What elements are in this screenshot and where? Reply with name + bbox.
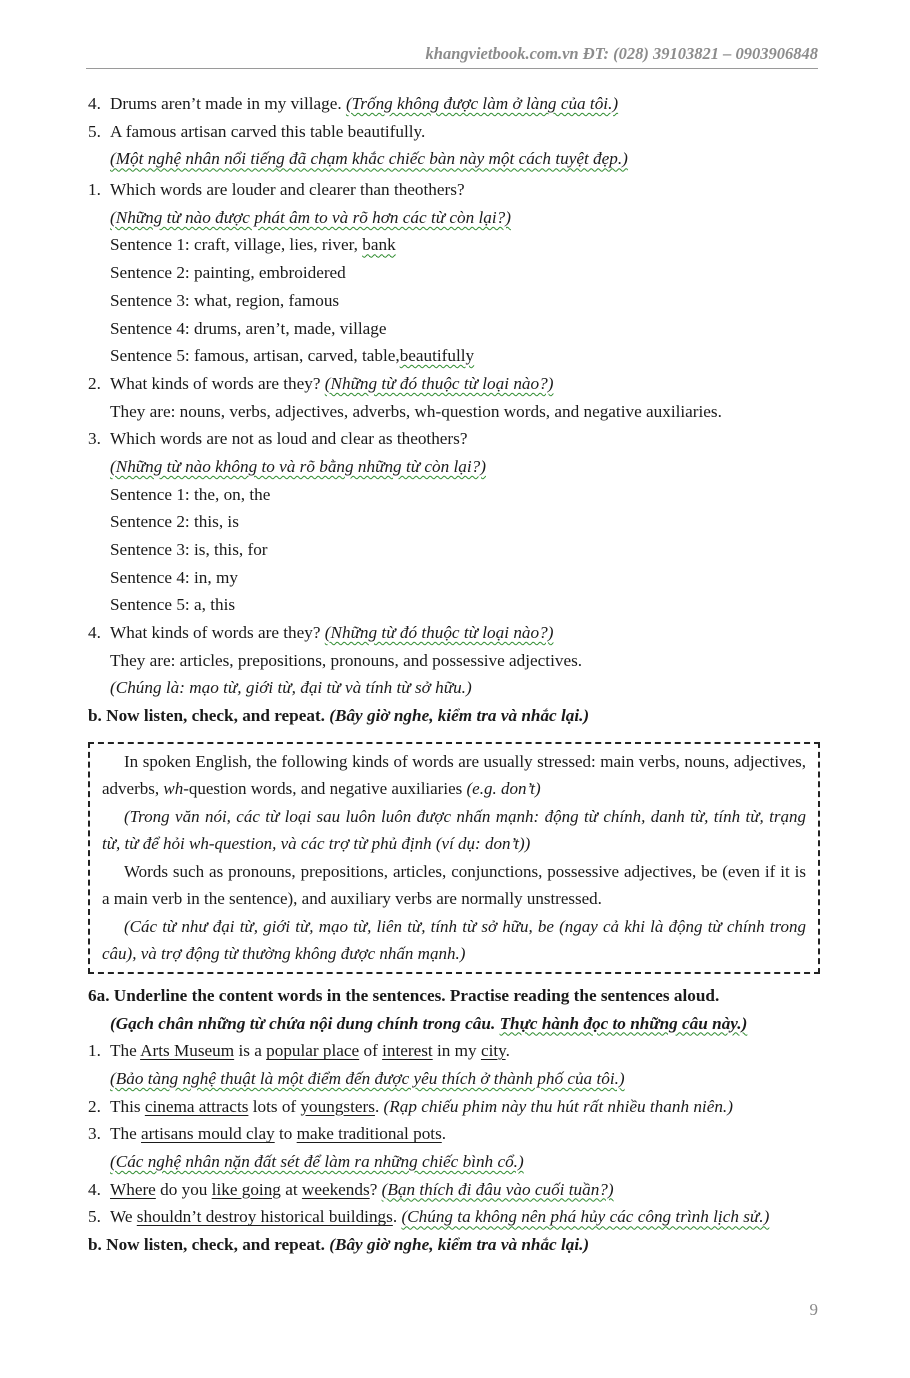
answer-line: Sentence 5: famous, artisan, carved, table,beautifully bbox=[110, 346, 475, 366]
instruction: b. Now listen, check, and repeat. (Bây giờ nghe, kiểm tra và nhắc lại.) bbox=[88, 1235, 590, 1254]
answer-line: Sentence 4: in, my bbox=[110, 567, 238, 587]
translation-text: (Trống không được làm ở làng của tôi.) bbox=[345, 94, 619, 113]
list-item: 5. We shouldn’t destroy historical buildings. (Chúng ta không nên phá hủy các công trình lịch sử.) bbox=[88, 1207, 770, 1227]
question-translation: (Những từ nào được phát âm to và rõ hơn các từ còn lại?) bbox=[110, 207, 511, 227]
instruction: b. Now listen, check, and repeat. (Bây giờ nghe, kiểm tra và nhắc lại.) bbox=[88, 706, 590, 726]
answer-line: Sentence 1: craft, village, lies, river, bank bbox=[110, 235, 396, 255]
page-header: khangvietbook.com.vn ĐT: (028) 39103821 – 0903906848 bbox=[86, 44, 818, 69]
question bbox=[88, 370, 820, 398]
item-number: 5. bbox=[88, 121, 101, 141]
list-item: 1. The Arts Museum is a popular place of interest in my city. bbox=[88, 1041, 510, 1061]
sentence-text: Drums aren’t made in my village. bbox=[110, 94, 346, 113]
answer-line: Sentence 4: drums, aren’t, made, village bbox=[110, 318, 387, 338]
note-translation: (Trong văn nói, các từ loại sau luôn luôn được nhấn mạnh: động từ chính, danh từ, tính từ, trạng từ, từ để hỏi wh-question, và các trợ từ phủ định (ví dụ: don’t)) bbox=[102, 806, 806, 854]
question-text: What kinds of words are they? bbox=[110, 373, 325, 393]
answer-line: Sentence 2: this, is bbox=[110, 512, 239, 532]
list-item-translation: (Bảo tàng nghệ thuật là một điểm đến được yêu thích ở thành phố của tôi.) bbox=[110, 1068, 625, 1088]
question bbox=[88, 619, 820, 647]
page-number: 9 bbox=[809, 1300, 818, 1319]
question-translation: (Những từ nào không to và rõ bằng những từ còn lại?) bbox=[110, 456, 486, 476]
item-number: 4. bbox=[88, 623, 101, 643]
answer-line: Sentence 3: what, region, famous bbox=[110, 290, 340, 310]
page-content bbox=[88, 90, 820, 1259]
list-item: 3. The artisans mould clay to make traditional pots. bbox=[88, 1124, 447, 1144]
item-number: 4. bbox=[88, 94, 101, 113]
answer-line: Sentence 5: a, this bbox=[110, 595, 236, 615]
list-item-translation: (Các nghệ nhân nặn đất sét để làm ra những chiếc bình cổ.) bbox=[110, 1151, 524, 1171]
item-number: 1. bbox=[88, 180, 101, 200]
note-paragraph: In spoken English, the following kinds of words are usually stressed: main verbs, nouns, adjectives, adverbs, wh-question words, and negative auxiliaries (e.g. don’t) bbox=[102, 751, 806, 799]
list-item bbox=[88, 145, 820, 173]
exercise-title: 6a. Underline the content words in the sentences. Practise reading the sentences aloud. bbox=[88, 985, 720, 1005]
list-item: 4. Where do you like going at weekends? (Bạn thích đi đâu vào cuối tuần?) bbox=[88, 1179, 614, 1199]
sentence-text: A famous artisan carved this table beautifully. bbox=[110, 121, 426, 141]
list-item: 2. This cinema attracts lots of youngsters. (Rạp chiếu phim này thu hút rất nhiều thanh niên.) bbox=[88, 1096, 733, 1116]
answer-line: Sentence 1: the, on, the bbox=[110, 484, 271, 504]
item-number: 3. bbox=[88, 429, 101, 449]
note-box bbox=[88, 742, 820, 974]
answer-line: They are: nouns, verbs, adjectives, adverbs, wh-question words, and negative auxiliaries. bbox=[110, 401, 722, 421]
answer-translation: (Chúng là: mạo từ, giới từ, đại từ và tính từ sở hữu.) bbox=[110, 678, 472, 698]
item-number: 2. bbox=[88, 373, 101, 393]
translation-text: (Những từ đó thuộc từ loại nào?) bbox=[324, 373, 554, 393]
list-item bbox=[88, 90, 820, 118]
list-item bbox=[88, 118, 820, 146]
question bbox=[88, 425, 820, 453]
exercise-translation: (Gạch chân những từ chứa nội dung chính trong câu. Thực hành đọc to những câu này.) bbox=[110, 1013, 748, 1033]
question-text: Which words are louder and clearer than theothers? bbox=[110, 180, 465, 200]
answer-line: Sentence 3: is, this, for bbox=[110, 540, 268, 559]
answer-line: They are: articles, prepositions, pronouns, and possessive adjectives. bbox=[110, 650, 583, 670]
question-text: What kinds of words are they? bbox=[110, 623, 325, 643]
translation-text: (Một nghệ nhân nổi tiếng đã chạm khắc chiếc bàn này một cách tuyệt đẹp.) bbox=[110, 149, 628, 169]
note-paragraph: Words such as pronouns, prepositions, articles, conjunctions, possessive adjectives, be (even if it is a main verb in the sentence), and auxiliary verbs are normally unstressed. bbox=[102, 861, 806, 909]
answer-line: Sentence 2: painting, embroidered bbox=[110, 263, 346, 283]
note-translation: (Các từ như đại từ, giới từ, mạo từ, liên từ, tính từ sở hữu, be (ngay cả khi là động từ chính trong câu), và trợ động từ thường không được nhấn mạnh.) bbox=[102, 916, 806, 964]
question-text: Which words are not as loud and clear as theothers? bbox=[110, 429, 468, 449]
question bbox=[88, 176, 820, 204]
translation-text: (Những từ đó thuộc từ loại nào?) bbox=[324, 623, 554, 643]
